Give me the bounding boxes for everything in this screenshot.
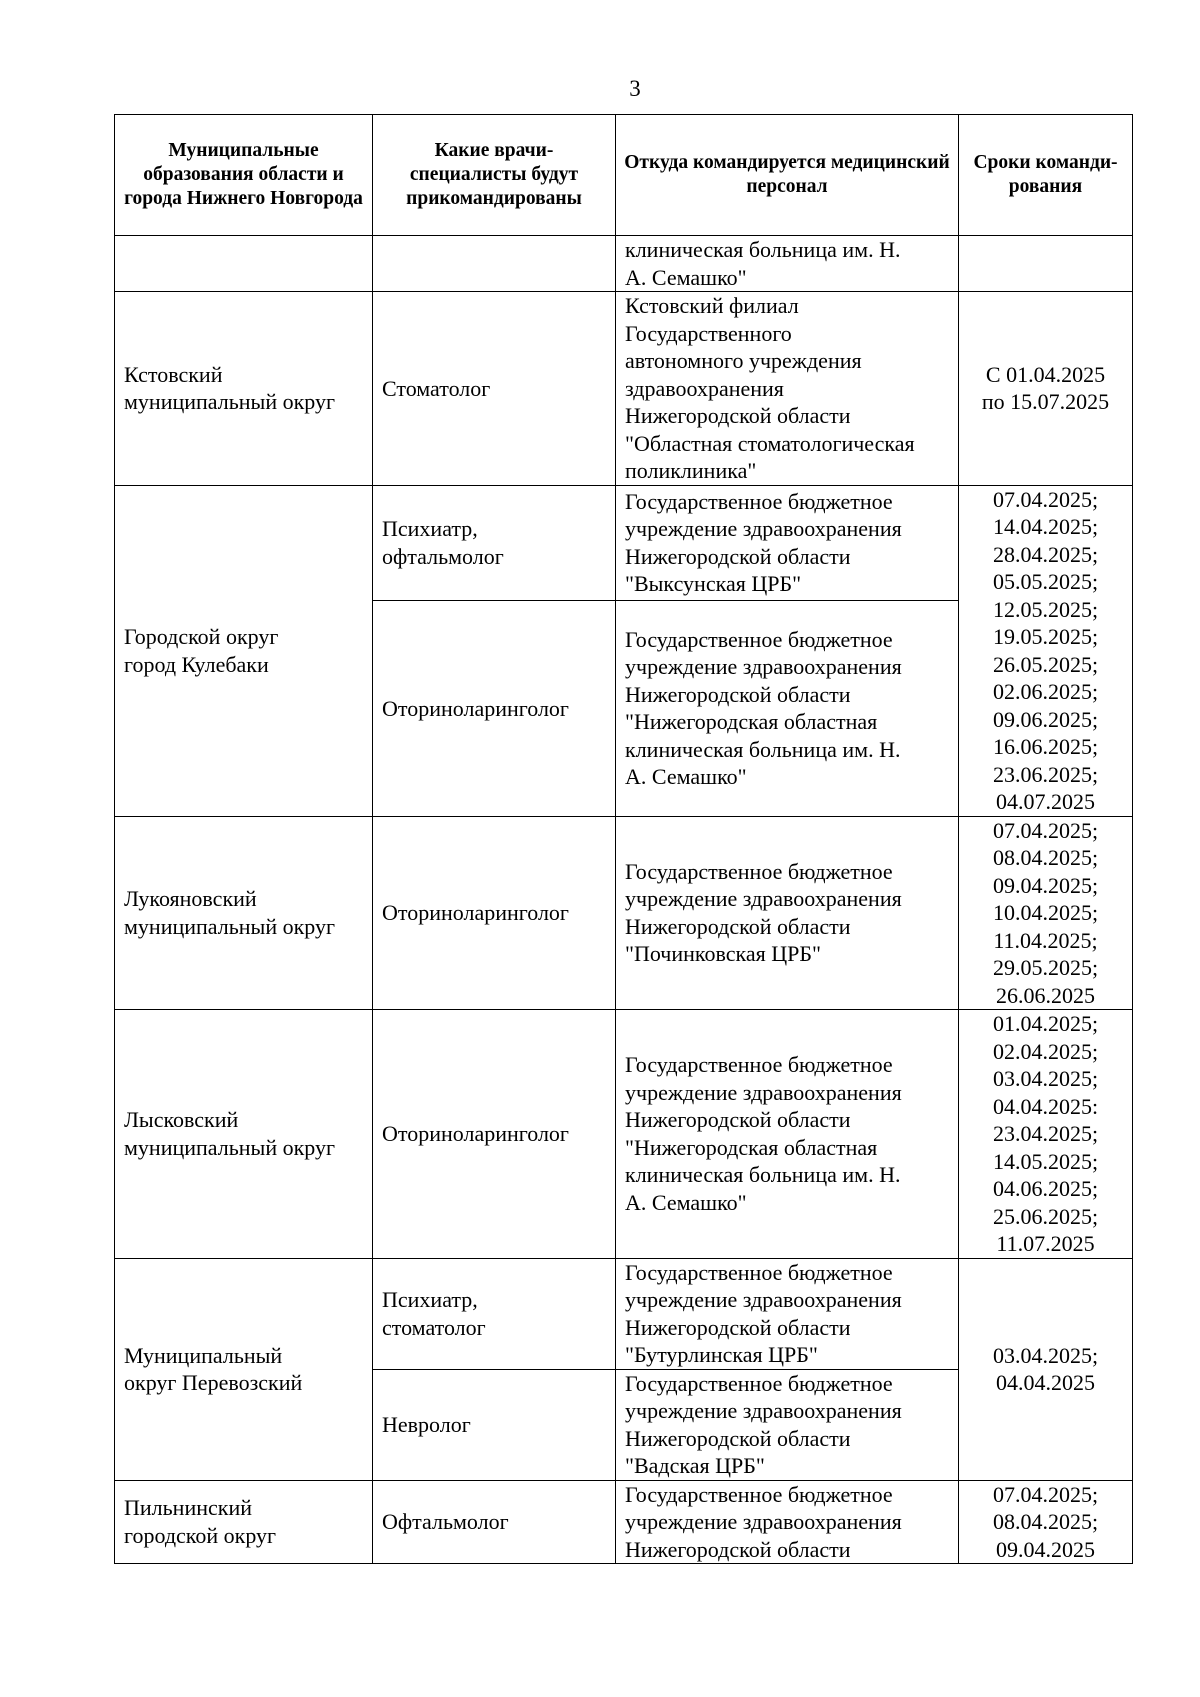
cell-municipality — [115, 485, 373, 816]
text-line: 19.05.2025; — [992, 624, 1099, 649]
text-line: клиническая больница им. Н. — [625, 736, 901, 762]
text-line: 10.04.2025; — [992, 900, 1099, 925]
text-line: Психиатр, — [382, 516, 478, 542]
table-row — [115, 1258, 1133, 1369]
text-line: "Нижегородская областная — [625, 1134, 878, 1160]
text-line: А. Семашко" — [625, 764, 747, 790]
text-line: Нижегородской области — [625, 1314, 851, 1340]
text-line: Государственное бюджетное — [625, 858, 893, 884]
text-line: Кстовский — [124, 361, 223, 387]
text-line: по 15.07.2025 — [981, 389, 1110, 415]
table-header-row — [115, 115, 1133, 236]
text-line: город Кулебаки — [124, 651, 269, 677]
cell-specialist — [373, 485, 616, 601]
text-line: учреждение здравоохранения — [625, 1398, 902, 1423]
text-line: А. Семашко" — [625, 1189, 747, 1215]
cell-municipality — [115, 292, 373, 486]
cell-municipality — [115, 236, 373, 292]
text-line: Государственное бюджетное — [625, 1052, 893, 1078]
header-specialists: Какие врачи-специалисты будут прикомандированы — [373, 115, 616, 236]
cell-source — [616, 485, 959, 601]
text-line: 04.07.2025 — [996, 789, 1095, 814]
cell-dates — [959, 236, 1133, 292]
cell-source — [616, 1480, 959, 1564]
text-line: Государственное бюджетное — [625, 1259, 893, 1285]
text-line: учреждение здравоохранения — [625, 516, 902, 542]
table-row — [115, 485, 1133, 601]
text-line: 12.05.2025; — [992, 596, 1099, 622]
text-line: "Нижегородская областная — [625, 709, 878, 735]
text-line: 09.06.2025; — [992, 706, 1099, 732]
header-dates: Сроки команди-рования — [959, 115, 1133, 236]
cell-source — [616, 292, 959, 486]
text-line: 03.04.2025; — [992, 1066, 1099, 1091]
text-line: 26.05.2025; — [992, 651, 1099, 677]
text-line: 09.04.2025 — [996, 1536, 1095, 1562]
text-line: "Областная стоматологическая — [625, 430, 915, 456]
text-line: клиническая больница им. Н. — [625, 1162, 901, 1188]
text-line: Нижегородской области — [625, 543, 851, 569]
cell-specialist: Офтальмолог — [373, 1480, 616, 1564]
table-row — [115, 816, 1133, 1010]
text-line: учреждение здравоохранения — [625, 654, 902, 680]
text-line: 04.06.2025; — [992, 1176, 1099, 1201]
text-line: 25.06.2025; — [992, 1203, 1099, 1229]
text-line: Государственное бюджетное — [625, 626, 893, 652]
text-line: Городской округ — [124, 624, 279, 649]
table-row — [115, 1480, 1133, 1564]
text-line: 28.04.2025; — [992, 541, 1099, 567]
table-row — [115, 292, 1133, 486]
cell-municipality — [115, 816, 373, 1010]
text-line: 07.04.2025; — [992, 817, 1099, 843]
text-line: 07.04.2025; — [992, 1481, 1099, 1507]
text-line: Нижегородской области — [625, 913, 851, 939]
text-line: Психиатр, — [382, 1287, 478, 1312]
cell-source — [616, 1010, 959, 1259]
text-line: 08.04.2025; — [992, 845, 1099, 870]
text-line: 02.06.2025; — [992, 679, 1099, 704]
text-line: 11.04.2025; — [993, 927, 1098, 953]
cell-source — [616, 236, 959, 292]
text-line: Нижегородской области — [625, 1536, 851, 1562]
text-line: учреждение здравоохранения — [625, 886, 902, 912]
text-line: Муниципальный — [124, 1342, 283, 1368]
cell-source — [616, 816, 959, 1010]
text-line: 07.04.2025; — [992, 486, 1099, 512]
table-row — [115, 1010, 1133, 1259]
text-line: 29.05.2025; — [992, 955, 1099, 980]
text-line: 01.04.2025; — [992, 1011, 1099, 1036]
text-line: 09.04.2025; — [992, 872, 1099, 898]
page-number: 3 — [629, 76, 641, 101]
cell-municipality — [115, 1010, 373, 1259]
text-line: "Выксунская ЦРБ" — [625, 571, 802, 597]
cell-specialist: Оториноларинголог — [373, 601, 616, 816]
cell-specialist: Оториноларинголог — [373, 816, 616, 1010]
text-line: 14.05.2025; — [992, 1148, 1099, 1174]
assignment-table — [114, 114, 1133, 1564]
cell-dates — [959, 1010, 1133, 1259]
cell-dates — [959, 816, 1133, 1010]
text-line: Нижегородской области — [625, 681, 851, 707]
text-line: 23.04.2025; — [992, 1121, 1099, 1146]
cell-municipality — [115, 1258, 373, 1480]
text-line: 03.04.2025; — [992, 1342, 1099, 1368]
text-line: А. Семашко" — [625, 264, 747, 290]
text-line: муниципальный округ — [124, 1134, 336, 1160]
text-line: 26.06.2025 — [996, 982, 1095, 1008]
text-line: 14.04.2025; — [992, 514, 1099, 539]
header-source: Откуда командируется медицинский персонал — [616, 115, 959, 236]
cell-dates — [959, 1480, 1133, 1564]
text-line: 11.07.2025 — [996, 1231, 1095, 1256]
text-line: Государственное бюджетное — [625, 488, 893, 514]
text-line: 23.06.2025; — [992, 761, 1099, 787]
table-row — [115, 236, 1133, 292]
text-line: стоматолог — [382, 1314, 486, 1340]
text-line: клиническая больница им. Н. — [625, 237, 901, 262]
text-line: Пильнинский — [124, 1495, 252, 1521]
text-line: Государственное бюджетное — [625, 1370, 893, 1396]
cell-specialist: Стоматолог — [373, 292, 616, 486]
cell-municipality — [115, 1480, 373, 1564]
cell-specialist: Оториноларинголог — [373, 1010, 616, 1259]
text-line: 04.04.2025: — [992, 1093, 1099, 1119]
text-line: "Починковская ЦРБ" — [625, 941, 821, 967]
cell-source — [616, 1369, 959, 1480]
text-line: учреждение здравоохранения — [625, 1287, 902, 1312]
text-line: "Бутурлинская ЦРБ" — [625, 1342, 818, 1367]
text-line: С 01.04.2025 — [985, 361, 1106, 387]
header-municipality: Муниципальные образования области и города Нижнего Новгорода — [115, 115, 373, 236]
cell-dates — [959, 485, 1133, 816]
text-line: муниципальный округ — [124, 913, 336, 939]
cell-specialist — [373, 236, 616, 292]
text-line: Нижегородской области — [625, 403, 851, 428]
text-line: Нижегородской области — [625, 1425, 851, 1451]
text-line: поликлиника" — [625, 458, 757, 483]
text-line: 04.04.2025 — [996, 1370, 1095, 1395]
text-line: учреждение здравоохранения — [625, 1509, 902, 1534]
text-line: учреждение здравоохранения — [625, 1079, 902, 1105]
text-line: Государственного — [625, 320, 792, 346]
text-line: 16.06.2025; — [992, 734, 1099, 759]
text-line: округ Перевозский — [124, 1370, 303, 1395]
cell-specialist: Невролог — [373, 1369, 616, 1480]
text-line: Государственное бюджетное — [625, 1481, 893, 1507]
text-line: муниципальный округ — [124, 389, 336, 415]
cell-source — [616, 1258, 959, 1369]
text-line: Нижегородской области — [625, 1107, 851, 1133]
text-line: автономного учреждения — [625, 348, 862, 373]
text-line: городской округ — [124, 1522, 277, 1548]
cell-source — [616, 601, 959, 816]
text-line: "Вадская ЦРБ" — [625, 1453, 765, 1478]
text-line: 08.04.2025; — [992, 1509, 1099, 1534]
cell-dates — [959, 1258, 1133, 1480]
text-line: здравоохранения — [625, 375, 784, 401]
text-line: офтальмолог — [382, 543, 504, 569]
text-line: Лысковский — [124, 1107, 239, 1133]
text-line: 05.05.2025; — [992, 569, 1099, 594]
cell-dates — [959, 292, 1133, 486]
text-line: 02.04.2025; — [992, 1038, 1099, 1064]
text-line: Кстовский филиал — [625, 293, 799, 318]
text-line: Лукояновский — [124, 886, 257, 912]
cell-specialist — [373, 1258, 616, 1369]
